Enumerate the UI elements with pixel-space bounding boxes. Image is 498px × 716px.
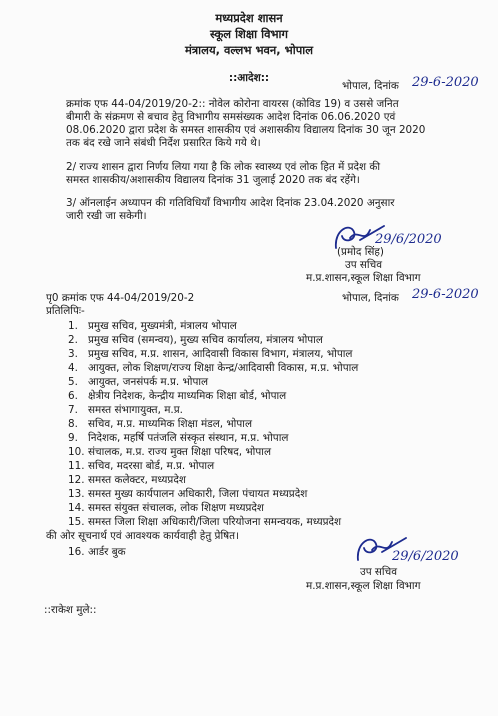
para2-line2: समस्त शासकीय/अशासकीय विद्यालय दिनांक 31 जुलाई 2020 तक बंद रहेंगे।	[66, 174, 360, 186]
list-item-text: प्रमुख सचिव, म.प्र. शासन, आदिवासी विकास विभाग, मंत्रालय, भोपाल	[88, 348, 353, 360]
header-government: मध्यप्रदेश शासन	[215, 11, 283, 25]
header-address: मंत्रालय, वल्लभ भवन, भोपाल	[184, 43, 314, 57]
para1-line4: तक बंद रखे जाने संबंधी निर्देश प्रसारित किये गये थे।	[66, 137, 261, 149]
recipients-note: की ओर सूचनार्थ एवं आवश्यक कार्यवाही हेतु प्रेषित।	[46, 530, 240, 542]
place-date-handwritten: 29-6-2020	[412, 75, 479, 90]
header-department: स्कूल शिक्षा विभाग	[209, 27, 289, 41]
list-item-text: समस्त मुख्य कार्यपालन अधिकारी, जिला पंचायत मध्यप्रदेश	[88, 488, 308, 500]
list-item-number: 1.	[68, 320, 78, 332]
list-item-text: आयुक्त, लोक शिक्षण/राज्य शिक्षा केन्द्र/आदिवासी विकास, म.प्र. भोपाल	[88, 362, 359, 374]
endorsement-place-label: भोपाल, दिनांक	[342, 292, 399, 304]
list-item-number: 2.	[68, 334, 78, 346]
list-item-text: सचिव, मदरसा बोर्ड, म.प्र. भोपाल	[88, 460, 215, 472]
list-item-text: क्षेत्रीय निदेशक, केन्द्रीय माध्यमिक शिक्षा बोर्ड, भोपाल	[88, 390, 287, 402]
para3-line1: 3/ ऑनलाईन अध्यापन की गतिविधियॉं विभागीय आदेश दिनांक 23.04.2020 अनुसार	[66, 197, 395, 209]
endorsement-ref: पृ0 क्रमांक एफ 44-04/2019/20-2	[46, 292, 195, 304]
para1-line3: 08.06.2020 द्वारा प्रदेश के समस्त शासकीय एवं अशासकीय विद्यालय दिनांक 30 जून 2020	[66, 124, 426, 136]
endorsement-date: 29-6-2020	[412, 287, 479, 302]
list-item-number: 13.	[68, 488, 85, 500]
list-item-text: समस्त संभागायुक्त, म.प्र.	[88, 404, 183, 416]
signature-1-designation: उप सचिव	[345, 259, 382, 271]
footer-issuer: ::राकेश मुले::	[44, 604, 97, 616]
signature-2-designation: उप सचिव	[360, 566, 397, 578]
para2-line1: 2/ राज्य शासन द्वारा निर्णय लिया गया है कि लोक स्वास्थ्य एवं लोक हित में प्रदेश की	[66, 161, 381, 173]
list-item-number: 9.	[68, 432, 78, 444]
signature-1-name: (प्रमोद सिंह)	[337, 246, 384, 258]
list-item-text: समस्त संयुक्त संचालक, लोक शिक्षण मध्यप्रदेश	[88, 502, 264, 514]
list-item-number: 14.	[68, 502, 85, 514]
list-item-text: समस्त जिला शिक्षा अधिकारी/जिला परियोजना समन्वयक, मध्यप्रदेश	[88, 516, 342, 528]
list-item-text: प्रमुख सचिव (समन्वय), मुख्य सचिव कार्यालय, मंत्रालय भोपाल	[88, 334, 323, 346]
para1-line1: क्रमांक एफ 44-04/2019/20-2:: नोवेल कोरोना वायरस (कोविड 19) व उससे जनित	[66, 98, 399, 110]
list-item-number: 11.	[68, 460, 85, 472]
list-item-number: 6.	[68, 390, 78, 402]
list-item-number: 10.	[68, 446, 85, 458]
order-title: ::आदेश::	[228, 72, 270, 84]
list-item-text: संचालक, म.प्र. राज्य मुक्त शिक्षा परिषद, भोपाल	[88, 446, 272, 458]
copy-to-label: प्रतिलिपिः-	[46, 305, 85, 317]
place-date-label: भोपाल, दिनांक	[342, 80, 399, 92]
list-item-number: 3.	[68, 348, 78, 360]
item16-number: 16.	[68, 546, 85, 558]
list-item-text: निदेशक, महर्षि पतंजलि संस्कृत संस्थान, म.प्र. भोपाल	[88, 432, 289, 444]
list-item-text: प्रमुख सचिव, मुख्यमंत्री, मंत्रालय भोपाल	[88, 320, 237, 332]
item16-text: आर्डर बुक	[88, 546, 126, 558]
para1-line2: बीमारी के संक्रमण से बचाव हेतु विभागीय समसंख्यक आदेश दिनांक 06.06.2020 एवं	[66, 111, 396, 123]
list-item-number: 5.	[68, 376, 78, 388]
signature-1-department: म.प्र.शासन,स्कूल शिक्षा विभाग	[306, 272, 421, 284]
list-item-number: 15.	[68, 516, 85, 528]
signature-2-date: 29/6/2020	[392, 549, 459, 564]
list-item-number: 7.	[68, 404, 78, 416]
signature-2-department: म.प्र.शासन,स्कूल शिक्षा विभाग	[306, 580, 421, 592]
list-item-text: सचिव, म.प्र. माध्यमिक शिक्षा मंडल, भोपाल	[88, 418, 253, 430]
list-item-number: 8.	[68, 418, 78, 430]
list-item-number: 4.	[68, 362, 78, 374]
list-item-text: समस्त कलेक्टर, मध्यप्रदेश	[88, 474, 186, 486]
list-item-text: आयुक्त, जनसंपर्क म.प्र. भोपाल	[88, 376, 209, 388]
signature-1-date: 29/6/2020	[375, 232, 442, 247]
para3-line2: जारी रखी जा सकेगी।	[66, 210, 147, 222]
list-item-number: 12.	[68, 474, 85, 486]
